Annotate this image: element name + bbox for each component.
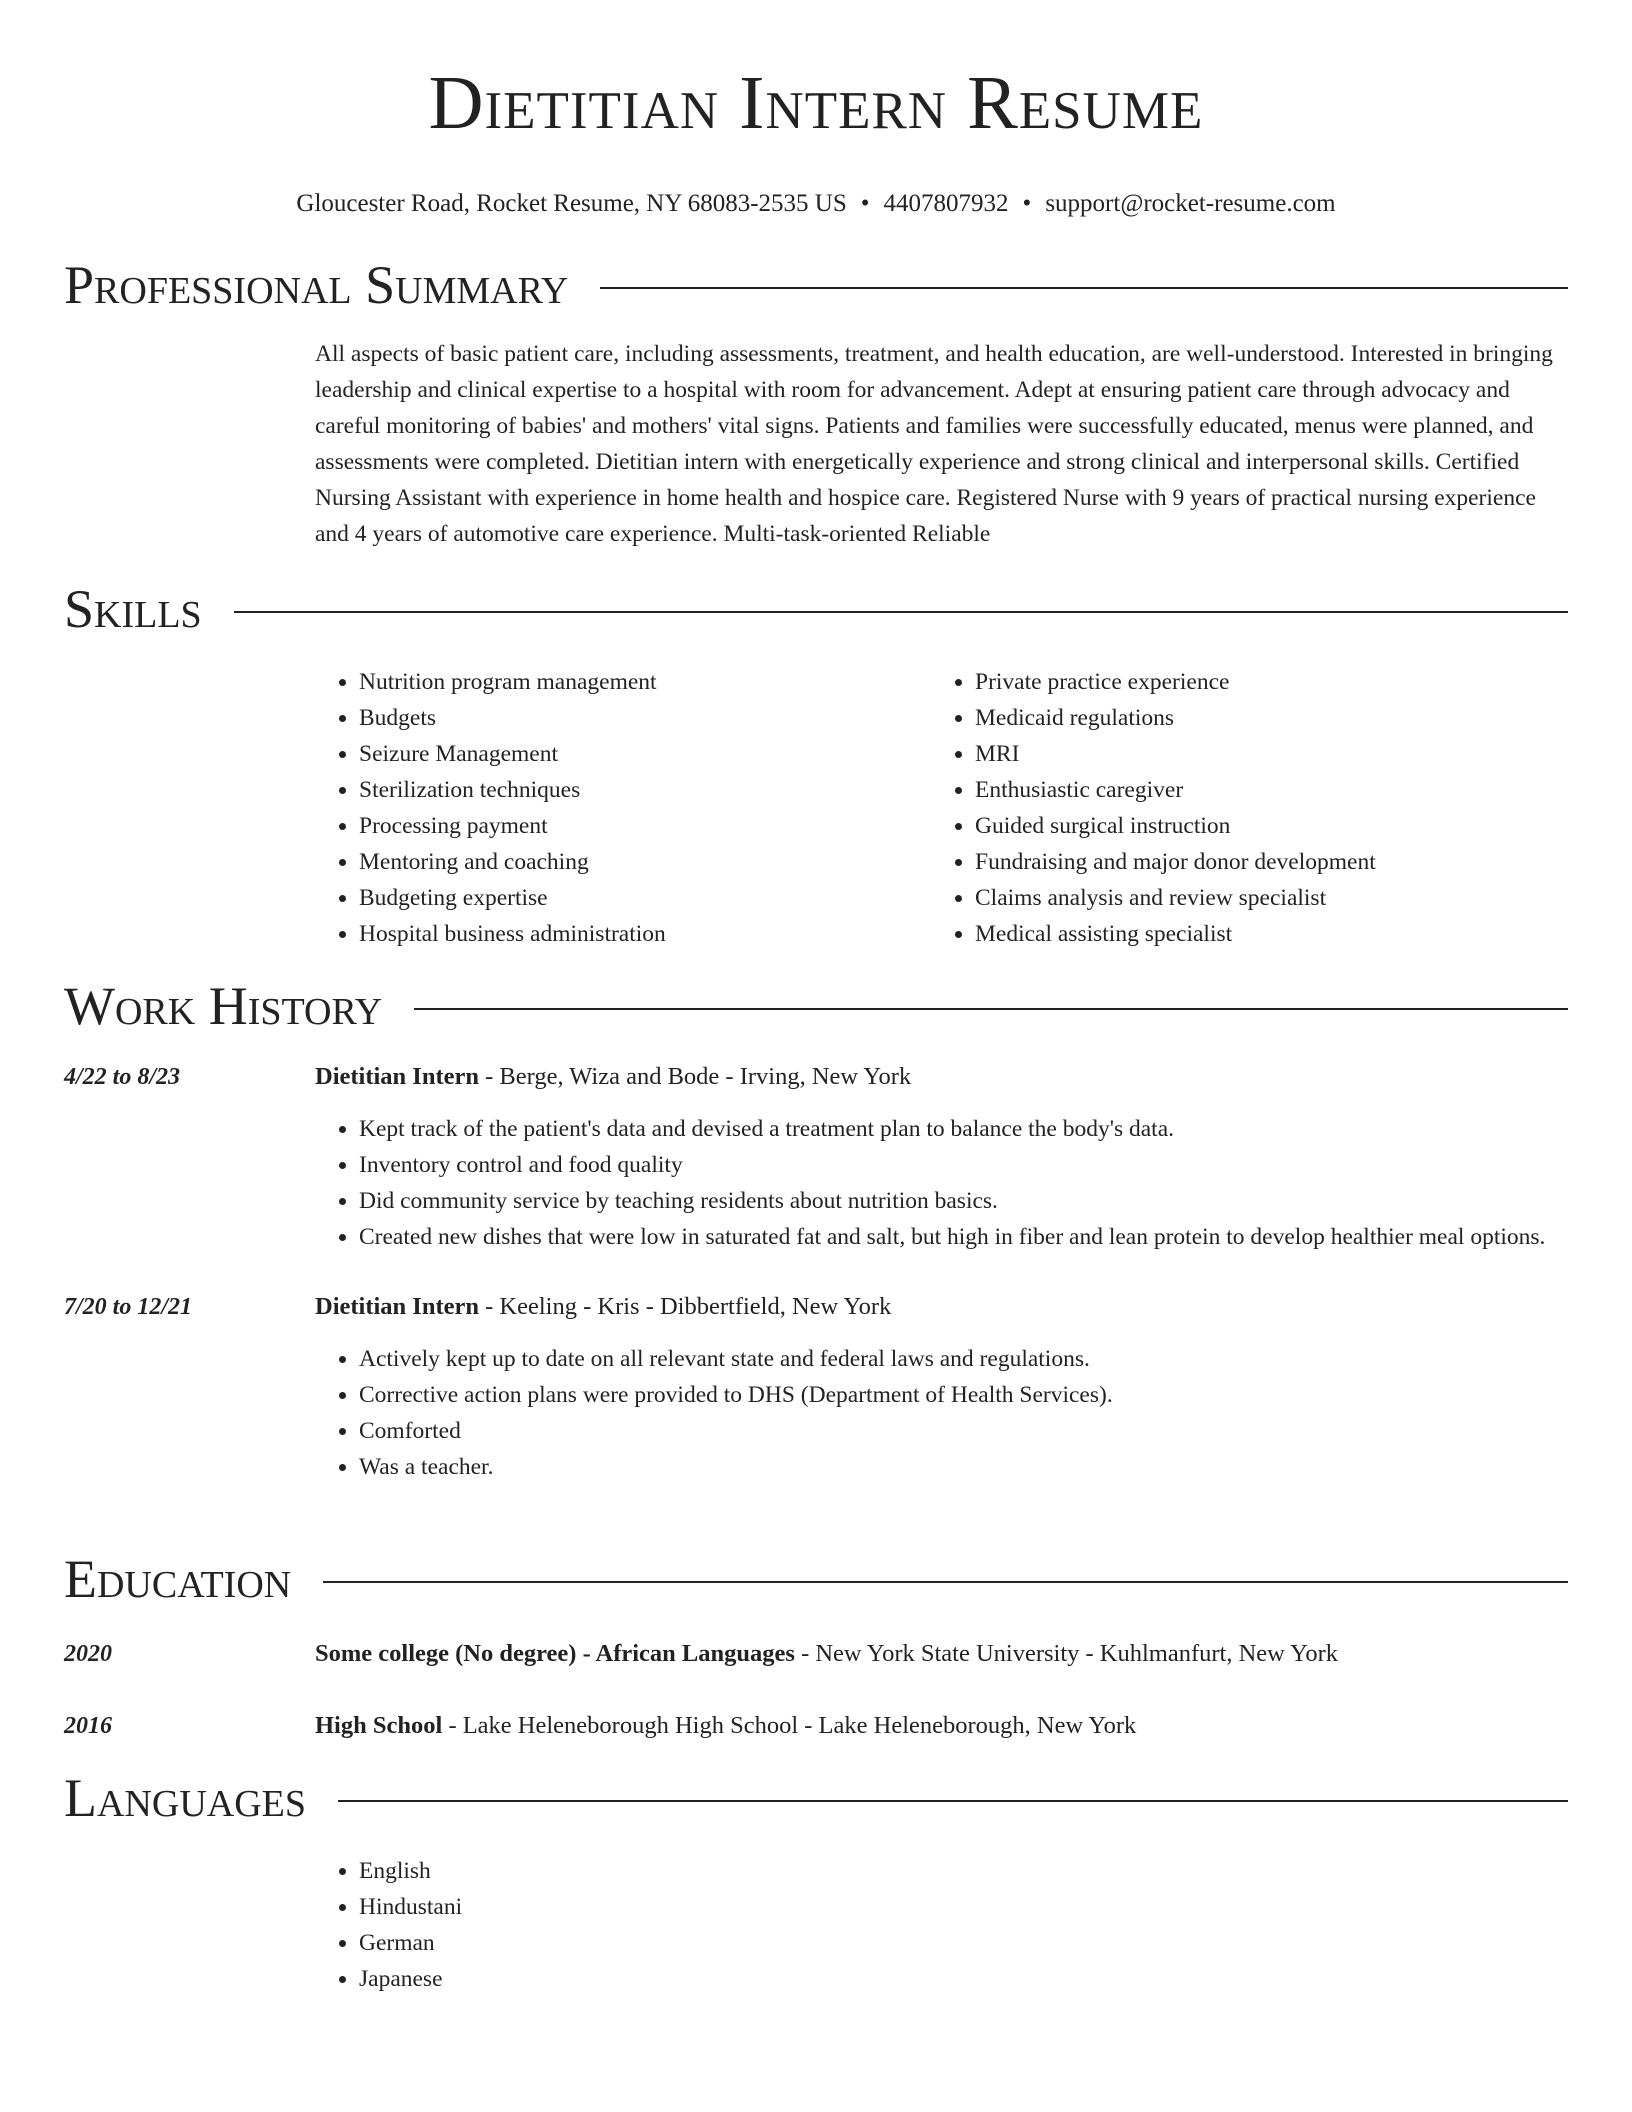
section-divider — [600, 287, 1568, 289]
job-title-line — [315, 1289, 1568, 1325]
job-bullets — [315, 1111, 1568, 1255]
skill-item: • Claims analysis and review specialist — [975, 880, 1547, 916]
job-bullet: • Was a teacher. — [359, 1449, 1568, 1485]
job-role: Dietitian Intern — [315, 1063, 479, 1090]
section-header — [64, 1544, 1568, 1614]
job-details: - Berge, Wiza and Bode - Irving, New York — [479, 1063, 912, 1090]
contact-phone: 4407807932 — [883, 190, 1009, 217]
language-item: • English — [359, 1853, 1568, 1889]
job-entry — [64, 1289, 1568, 1485]
languages-body — [315, 1853, 1568, 1997]
education-details: - Lake Heleneborough High School - Lake Heleneborough, New York — [442, 1712, 1137, 1739]
job-bullet: • Kept track of the patient's data and devised a treatment plan to balance the body's data. — [359, 1111, 1568, 1147]
skill-item: • Private practice experience — [975, 664, 1547, 700]
section-header — [64, 971, 1568, 1041]
resume-header — [0, 58, 1632, 220]
skill-item: • MRI — [975, 736, 1547, 772]
education-degree: High School — [315, 1712, 443, 1739]
section-title-education: Education — [64, 1549, 292, 1609]
skill-item: • Budgeting expertise — [359, 880, 931, 916]
section-title-languages: Languages — [64, 1768, 306, 1828]
contact-separator: • — [860, 190, 870, 217]
education-line — [315, 1636, 1568, 1672]
education-line — [315, 1708, 1568, 1744]
section-divider — [338, 1800, 1568, 1802]
job-title-line — [315, 1059, 1568, 1095]
skill-item: • Sterilization techniques — [359, 772, 931, 808]
education-section — [64, 1544, 1568, 1744]
section-header — [64, 574, 1568, 644]
skills-section — [64, 574, 1568, 952]
resume-name: Dietitian Intern Resume — [428, 61, 1204, 145]
job-entry — [64, 1059, 1568, 1255]
education-year: 2016 — [64, 1713, 112, 1739]
skill-item: • Fundraising and major donor development — [975, 844, 1547, 880]
skill-item: • Medical assisting specialist — [975, 916, 1547, 952]
languages-list — [315, 1853, 1568, 1997]
education-year: 2020 — [64, 1641, 112, 1667]
contact-address: Gloucester Road, Rocket Resume, NY 68083-2535 US — [296, 190, 847, 217]
language-item: • Japanese — [359, 1961, 1568, 1997]
job-bullet: • Created new dishes that were low in saturated fat and salt, but high in fiber and lean protein to develop healthier meal options. — [359, 1219, 1568, 1255]
skill-item: • Seizure Management — [359, 736, 931, 772]
section-divider — [414, 1008, 1568, 1010]
job-bullet: • Actively kept up to date on all relevant state and federal laws and regulations. — [359, 1341, 1568, 1377]
job-bullet: • Did community service by teaching residents about nutrition basics. — [359, 1183, 1568, 1219]
job-dates: 4/22 to 8/23 — [64, 1064, 181, 1090]
job-bullet: • Inventory control and food quality — [359, 1147, 1568, 1183]
summary-body — [315, 336, 1568, 552]
section-title-skills: Skills — [64, 579, 202, 639]
skills-columns — [315, 664, 1568, 952]
job-details: - Keeling - Kris - Dibbertfield, New York — [479, 1293, 892, 1320]
languages-section — [64, 1763, 1568, 1997]
job-bullet: • Corrective action plans were provided to DHS (Department of Health Services). — [359, 1377, 1568, 1413]
contact-email: support@rocket-resume.com — [1045, 190, 1336, 217]
education-details: - New York State University - Kuhlmanfurt, New York — [794, 1640, 1338, 1667]
skill-item: • Nutrition program management — [359, 664, 931, 700]
education-entry — [64, 1708, 1568, 1744]
skill-item: • Guided surgical instruction — [975, 808, 1547, 844]
skill-item: • Enthusiastic caregiver — [975, 772, 1547, 808]
section-divider — [323, 1581, 1568, 1583]
education-degree: Some college (No degree) - African Languages — [315, 1640, 795, 1667]
skill-item: • Medicaid regulations — [975, 700, 1547, 736]
language-item: • Hindustani — [359, 1889, 1568, 1925]
skill-item: • Hospital business administration — [359, 916, 931, 952]
section-header — [64, 1763, 1568, 1833]
job-bullet: • Comforted — [359, 1413, 1568, 1449]
summary-text: All aspects of basic patient care, including assessments, treatment, and health education, are well-understood. Interested in bringing leadership and clinical expertise to a hospital with room for advancement. Adept at ensuring patient care through advocacy and careful monitoring of babies' and mothers' vital signs. Patients and families were successfully educated, menus were planned, and assessments were completed. Dietitian intern with energetically experience and strong clinical and interpersonal skills. Certified Nursing Assistant with experience in home health and hospice care. Registered Nurse with 9 years of practical nursing experience and 4 years of automotive care experience. Multi-task-oriented Reliable — [315, 341, 1553, 547]
skill-item: • Budgets — [359, 700, 931, 736]
summary-section — [64, 250, 1568, 552]
section-title-work: Work History — [64, 976, 383, 1036]
skill-item: • Processing payment — [359, 808, 931, 844]
job-dates: 7/20 to 12/21 — [64, 1294, 193, 1320]
language-item: • German — [359, 1925, 1568, 1961]
skills-list-right — [931, 664, 1547, 952]
job-role: Dietitian Intern — [315, 1293, 479, 1320]
contact-line — [0, 188, 1632, 220]
contact-separator: • — [1022, 190, 1032, 217]
section-divider — [234, 611, 1568, 613]
section-header — [64, 250, 1568, 320]
education-entry — [64, 1636, 1568, 1672]
work-history-section — [64, 971, 1568, 1485]
skills-list-left — [315, 664, 931, 952]
section-title-summary: Professional Summary — [64, 255, 569, 315]
skill-item: • Mentoring and coaching — [359, 844, 931, 880]
job-bullets — [315, 1341, 1568, 1485]
